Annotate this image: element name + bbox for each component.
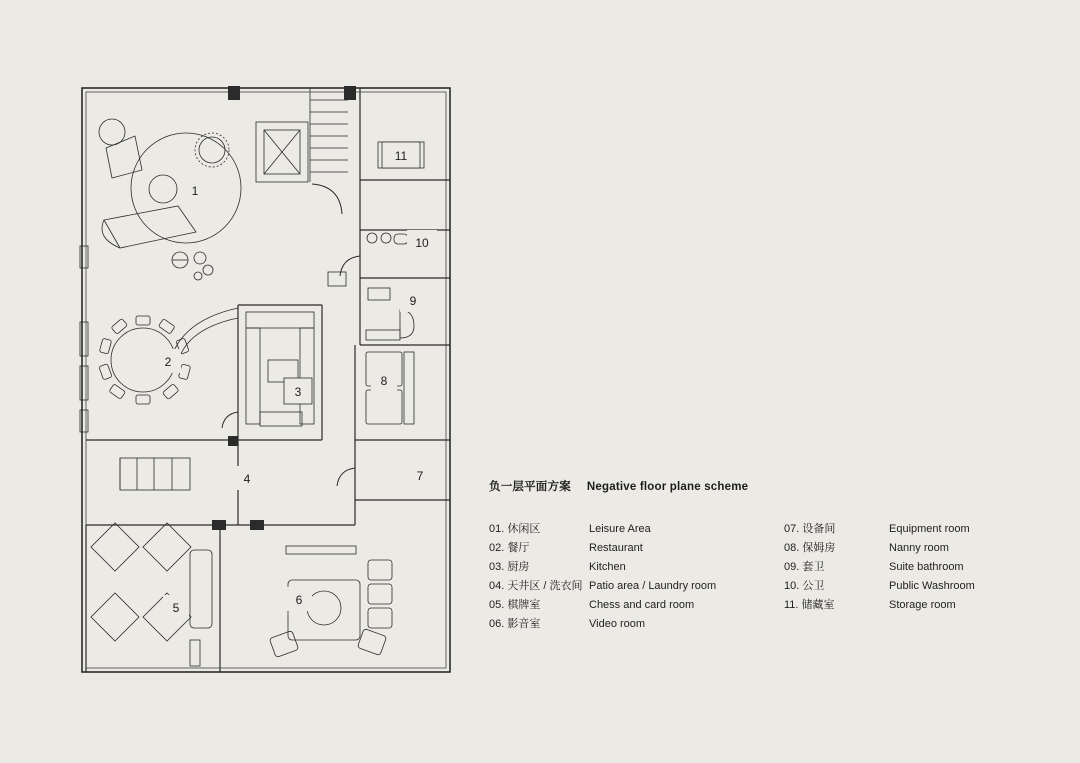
legend-item-en: Leisure Area [589, 523, 651, 535]
legend-title [489, 478, 1049, 494]
room-number-4 [234, 466, 260, 490]
legend-item [489, 577, 784, 596]
legend-item [489, 558, 784, 577]
legend-item [784, 520, 975, 539]
room-number-2 [155, 349, 181, 373]
floor-plan-drawing [60, 60, 480, 700]
svg-text:7: 7 [416, 469, 424, 483]
legend-item-label: 09. 套卫 [784, 561, 825, 573]
svg-text:3: 3 [294, 385, 302, 399]
room-number-9 [400, 288, 426, 312]
legend [489, 478, 1049, 634]
room-number-labels [155, 142, 437, 619]
legend-item [784, 539, 975, 558]
legend-columns [489, 520, 1049, 634]
legend-item-en: Equipment room [889, 523, 970, 535]
legend-item [784, 558, 975, 577]
svg-text:2: 2 [164, 355, 172, 369]
wall-columns [212, 86, 356, 530]
svg-text:6: 6 [295, 593, 303, 607]
legend-item-label: 08. 保姆房 [784, 542, 836, 554]
legend-column-left [489, 520, 784, 634]
room-number-8 [371, 368, 397, 392]
legend-item-en: Kitchen [589, 561, 626, 573]
svg-text:4: 4 [243, 472, 251, 486]
room-number-5 [163, 595, 189, 619]
legend-item-en: Video room [589, 618, 646, 630]
legend-item-label: 01. 休闲区 [489, 523, 541, 535]
legend-item-en: Public Washroom [889, 580, 975, 592]
room-number-6 [286, 587, 312, 611]
legend-title-en: Negative floor plane scheme [586, 481, 749, 493]
svg-text:11: 11 [394, 149, 408, 163]
legend-item-label: 04. 天井区 / 洗衣间 [489, 580, 583, 592]
room-number-10 [407, 230, 437, 254]
legend-item [489, 539, 784, 558]
legend-column-right [784, 520, 975, 634]
room-number-11 [382, 142, 420, 168]
svg-text:1: 1 [191, 184, 199, 198]
legend-item [489, 615, 784, 634]
legend-item-en: Storage room [889, 599, 956, 611]
legend-title-cn: 负一层平面方案 [489, 481, 571, 493]
legend-item-label: 07. 设备间 [784, 523, 836, 535]
legend-item-en: Restaurant [589, 542, 643, 554]
legend-item [784, 596, 975, 615]
legend-item-en: Chess and card room [589, 599, 695, 611]
room-number-3 [284, 378, 312, 404]
legend-item [489, 520, 784, 539]
legend-item-en: Patio area / Laundry room [589, 580, 717, 592]
legend-item-label: 06. 影音室 [489, 618, 541, 630]
legend-item-label: 05. 棋牌室 [489, 599, 541, 611]
svg-text:10: 10 [415, 236, 429, 250]
room-number-1 [182, 178, 208, 202]
room-number-7 [407, 463, 433, 487]
legend-item-label: 10. 公卫 [784, 580, 825, 592]
legend-item-en: Nanny room [889, 542, 949, 554]
legend-item-label: 03. 厨房 [489, 561, 530, 573]
legend-item [784, 577, 975, 596]
svg-text:8: 8 [380, 374, 388, 388]
legend-item [489, 596, 784, 615]
legend-item-label: 02. 餐厅 [489, 542, 530, 554]
svg-text:9: 9 [409, 294, 417, 308]
legend-item-en: Suite bathroom [889, 561, 964, 573]
svg-text:5: 5 [172, 601, 180, 615]
legend-item-label: 11. 储藏室 [784, 599, 835, 611]
